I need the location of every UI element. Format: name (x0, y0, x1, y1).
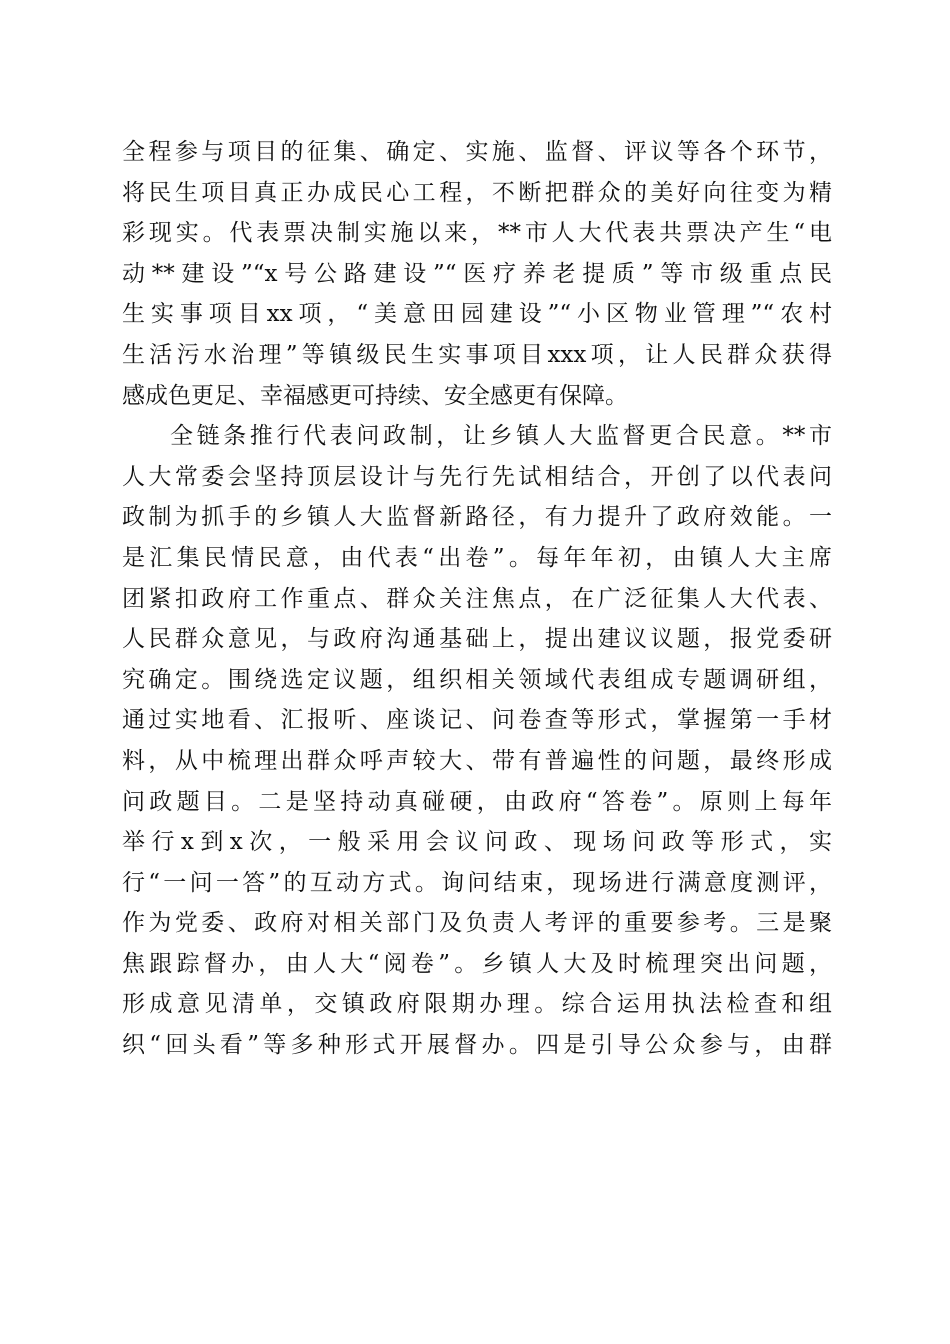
paragraph-line: 焦跟踪督办，由人大“阅卷”。乡镇人大及时梳理突出问题， (122, 950, 832, 977)
paragraph-line: 织“回头看”等多种形式开展督办。四是引导公众参与，由群 (122, 1032, 832, 1059)
paragraph-line: 通过实地看、汇报听、座谈记、问卷查等形式，掌握第一手材 (122, 707, 832, 734)
paragraph-2 (122, 416, 832, 1066)
paragraph-line: 究确定。围绕选定议题，组织相关领域代表组成专题调研组， (122, 666, 832, 693)
paragraph-line: 全程参与项目的征集、确定、实施、监督、评议等各个环节， (122, 139, 832, 165)
paragraph-line: 将民生项目真正办成民心工程，不断把群众的美好向往变为精 (122, 179, 832, 206)
paragraph-1 (122, 132, 832, 416)
paragraph-line: 全链条推行代表问政制，让乡镇人大监督更合民意。**市 (170, 423, 832, 450)
paragraph-line: 生实事项目xx项，“美意田园建设”“小区物业管理”“农村 (122, 301, 832, 328)
paragraph-line: 人大常委会坚持顶层设计与先行先试相结合，开创了以代表问 (122, 463, 832, 490)
paragraph-line: 是汇集民情民意，由代表“出卷”。每年年初，由镇人大主席 (122, 544, 832, 571)
document-body (122, 132, 832, 1066)
paragraph-line: 料，从中梳理出群众呼声较大、带有普遍性的问题，最终形成 (122, 747, 832, 774)
paragraph-line: 问政题目。二是坚持动真碰硬，由政府“答卷”。原则上每年 (122, 788, 832, 815)
paragraph-line: 举行x到x次，一般采用会议问政、现场问政等形式，实 (122, 829, 832, 856)
paragraph-line: 团紧扣政府工作重点、群众关注焦点，在广泛征集人大代表、 (122, 585, 832, 612)
paragraph-line: 动**建设”“x号公路建设”“医疗养老提质”等市级重点民 (122, 260, 832, 287)
paragraph-line: 彩现实。代表票决制实施以来，**市人大代表共票决产生“电 (122, 220, 832, 247)
paragraph-line: 感成色更足、幸福感更可持续、安全感更有保障。 (122, 382, 628, 409)
paragraph-line: 作为党委、政府对相关部门及负责人考评的重要参考。三是聚 (122, 910, 832, 937)
paragraph-line: 行“一问一答”的互动方式。询问结束，现场进行满意度测评， (122, 869, 832, 896)
paragraph-line: 政制为抓手的乡镇人大监督新路径，有力提升了政府效能。一 (122, 504, 832, 531)
paragraph-line: 形成意见清单，交镇政府限期办理。综合运用执法检查和组 (122, 991, 832, 1018)
paragraph-line: 生活污水治理”等镇级民生实事项目xxx项，让人民群众获得 (122, 341, 832, 368)
paragraph-line: 人民群众意见，与政府沟通基础上，提出建议议题，报党委研 (122, 626, 832, 653)
